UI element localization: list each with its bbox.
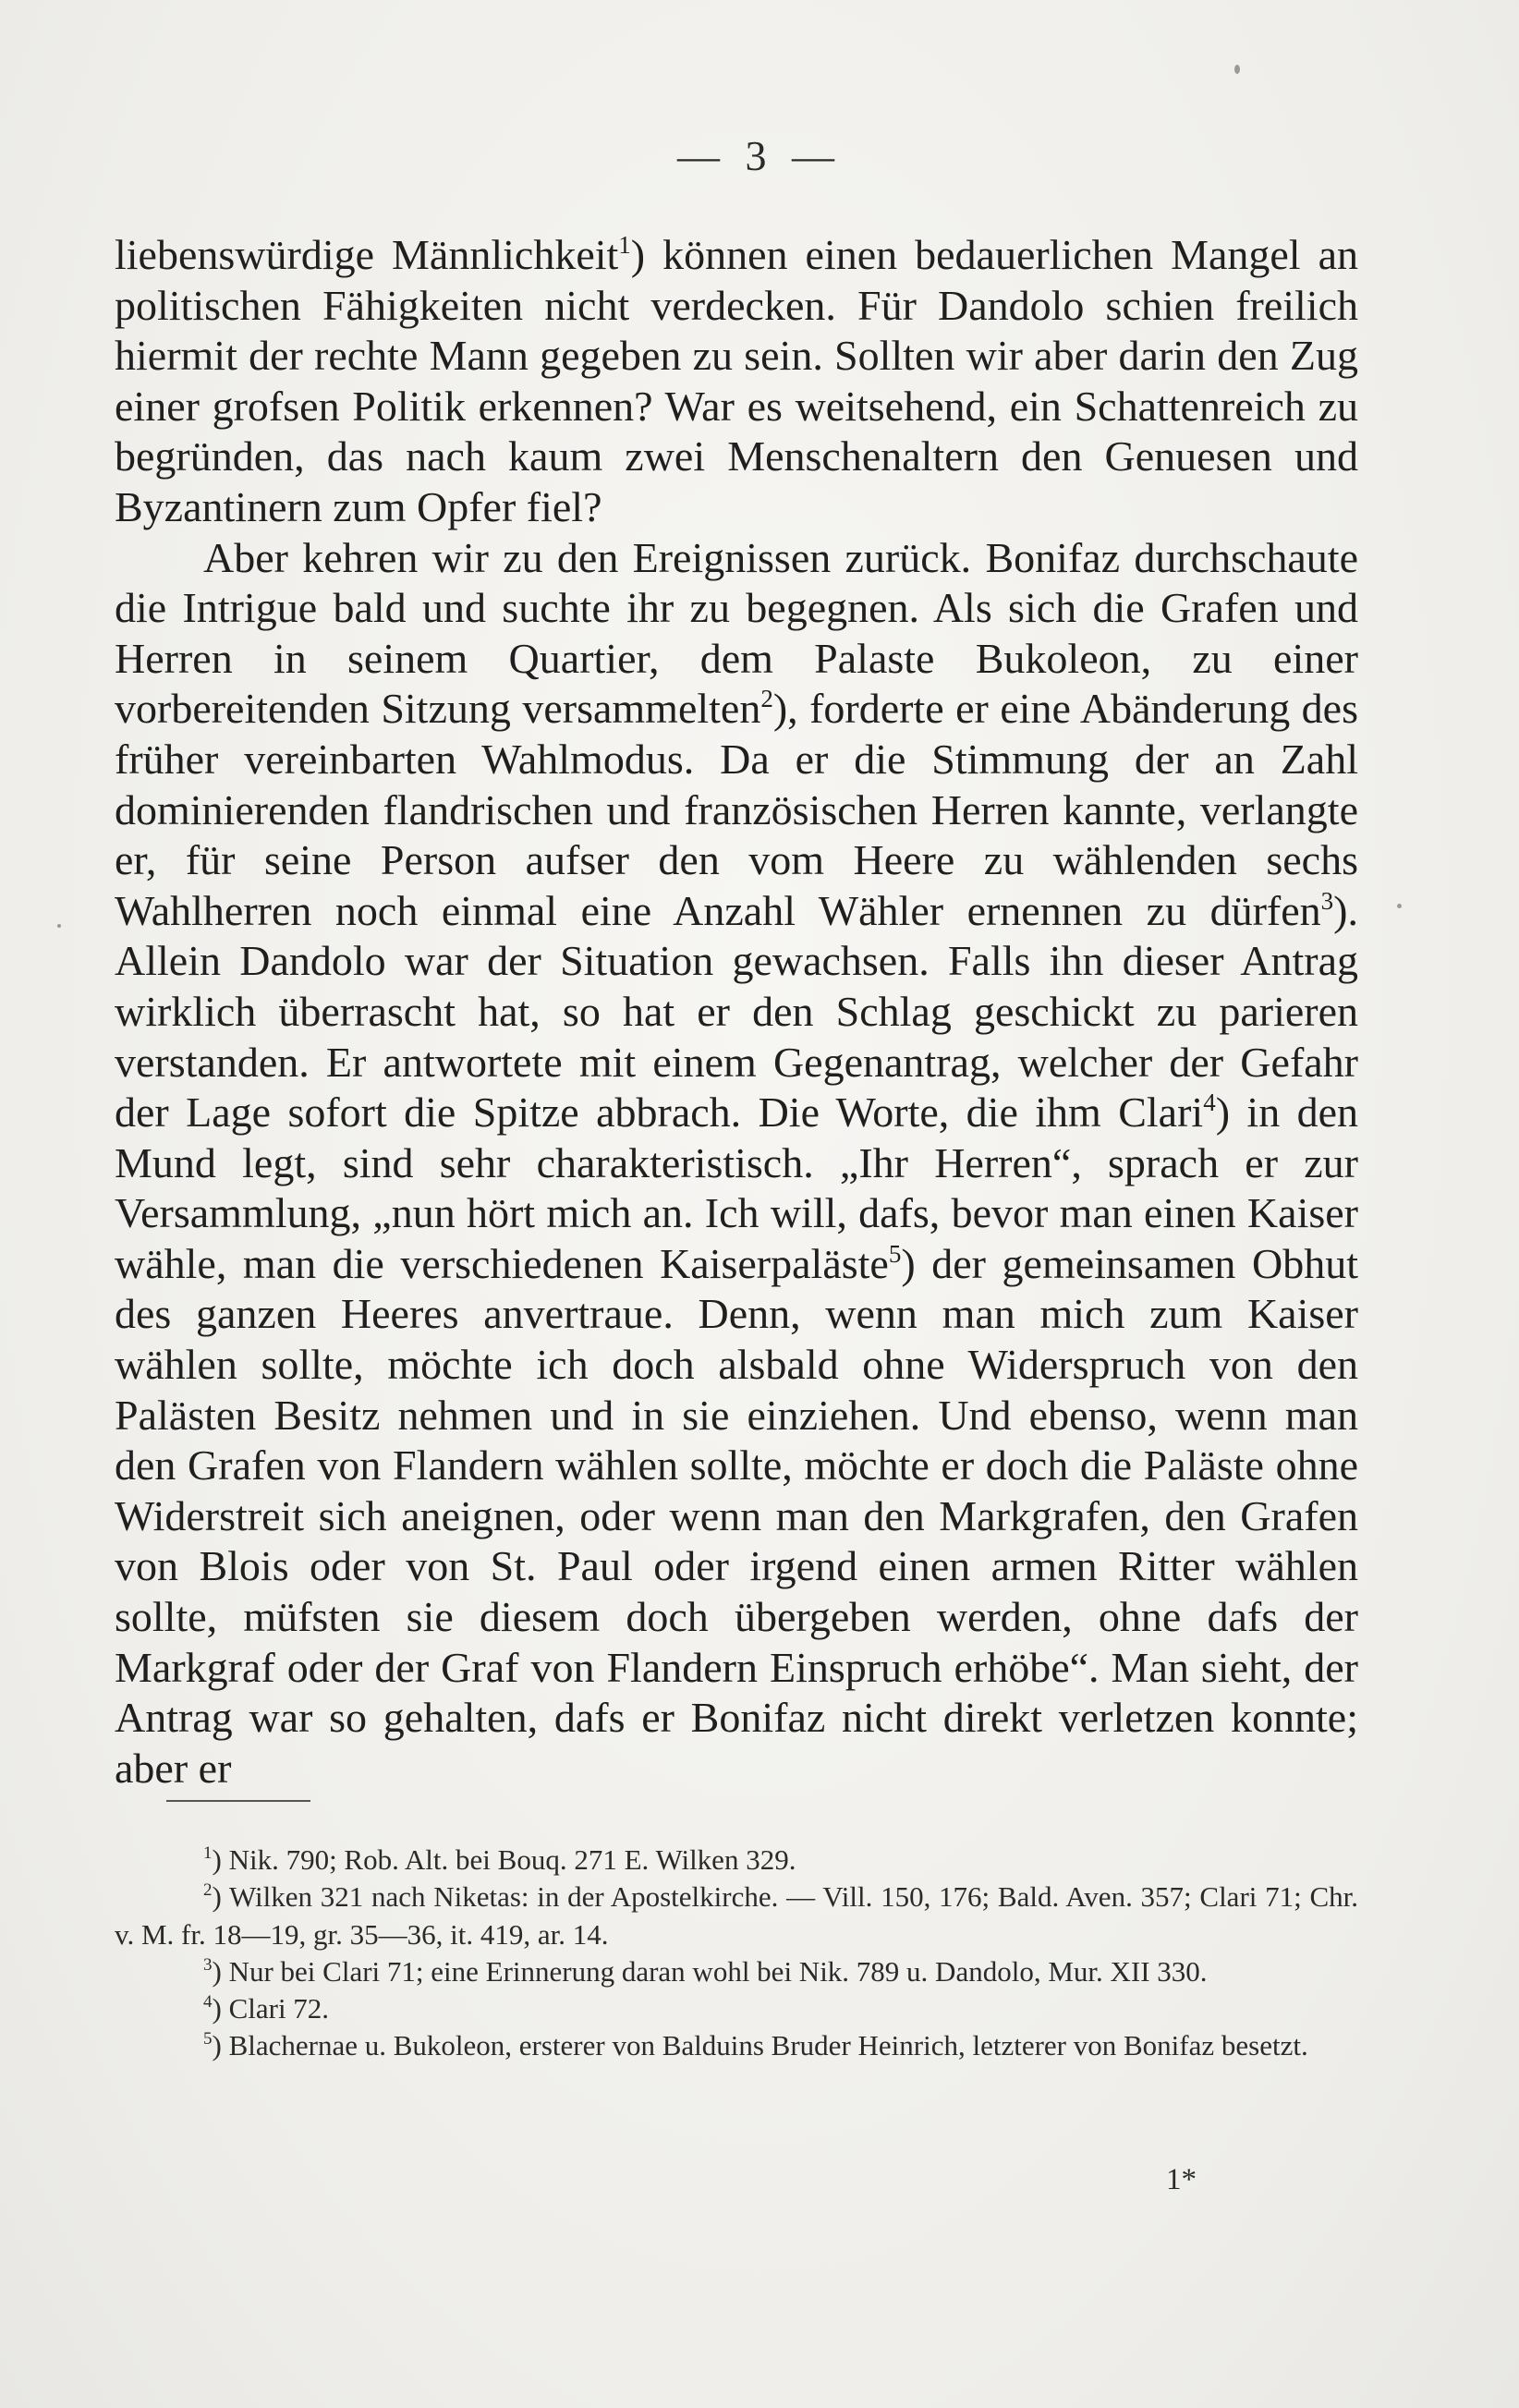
footnote-text: ) Nur bei Clari 71; eine Erinnerung daran wohl bei Nik. 789 u. Dandolo, Mur. XII 330. [212,1954,1208,1988]
footnote-mark: 4 [203,1992,213,2013]
footnote-text: ) Clari 72. [212,1992,330,2025]
text-run: ) in den Mund legt, sind sehr charakteristisch. „Ihr Herren“, sprach er zur Versammlung, „nun hört mich an. Ich will, dafs, bevor man einen Kaiser wähle, man die verschiedenen Kaiserpaläste [115,1088,1358,1287]
footnotes [115,1842,1358,2065]
paper-speck [1397,904,1402,908]
footnote [115,1842,1358,1879]
text-run: liebenswürdige Männlichkeit [115,231,619,278]
signature-mark: 1* [1166,2163,1197,2196]
footnote-text: ) Blachernae u. Bukoleon, ersterer von Balduins Bruder Heinrich, letzterer von Bonifaz besetzt. [212,2029,1308,2062]
paragraph-1 [115,230,1358,533]
footnote-ref: 5 [888,1239,902,1268]
paragraph-2 [115,533,1358,1794]
text-run: ), forderte er eine Abänderung des früher vereinbarten Wahlmodus. Da er die Stimmung der an Zahl dominierenden flandrischen und französischen Herren kannte, verlangte er, für seine Person aufser den vom Heere zu wählenden sechs Wahlherren noch einmal eine Anzahl Wähler ernennen zu dürfen [115,685,1358,934]
footnote [115,2027,1358,2064]
footnote [115,1953,1358,1990]
body-text [115,230,1358,1794]
footnote-divider [166,1800,310,1802]
text-run: Aber kehren wir zu den Ereignissen zurück. Bonifaz durchschaute die Intrigue bald und suchte ihr zu begegnen. Als sich die Grafen und Herren in seinem Quartier, dem Palaste Bukoleon, zu einer vorbereitenden Sitzung versammelten [115,533,1358,733]
footnote [115,1990,1358,2027]
footnote-text: ) Wilken 321 nach Niketas: in der Apostelkirche. — Vill. 150, 176; Bald. Aven. 357; Clari 71; Chr. v. M. fr. 18—19, gr. 35—36, it. 419, ar. 14. [115,1880,1358,1951]
page-number: — 3 — [677,132,842,179]
footnote-mark: 2 [203,1880,213,1901]
text-run: ). Allein Dandolo war der Situation gewachsen. Falls ihn dieser Antrag wirklich überrascht hat, so hat er den Schlag geschickt zu parieren verstanden. Er antwortete mit einem Gegenantrag, welcher der Gefahr der Lage sofort die Spitze abbrach. Die Worte, die ihm Clari [115,886,1358,1137]
footnote-ref: 1 [618,231,631,259]
text-run: ) der gemeinsamen Obhut des ganzen Heeres anvertraue. Denn, wenn man mich zum Kaiser wählen sollte, möchte ich doch alsbald ohne Widerspruch von den Palästen Besitz nehmen und in sie einziehen. Und ebenso, wenn man den Grafen von Flandern wählen sollte, möchte er doch die Paläste ohne Widerstreit sich aneignen, oder wenn man den Markgrafen, den Grafen von Blois oder von St. Paul oder irgend einen armen Ritter wählen sollte, müfsten sie diesem doch übergeben werden, ohne dafs der Markgraf oder der Graf von Flandern Einspruch erhöbe“. Man sieht, der Antrag war so gehalten, dafs er Bonifaz nicht direkt verletzen konnte; aber er [115,1239,1358,1792]
footnote-ref: 2 [760,685,773,713]
footnote-mark: 1 [203,1843,213,1863]
paper-speck [57,924,61,928]
footnote [115,1879,1358,1953]
footnote-ref: 4 [1203,1088,1216,1117]
footnote-mark: 3 [203,1954,213,1975]
paper-speck [1234,65,1240,74]
text-run: ) können einen bedauerlichen Mangel an politischen Fähigkeiten nicht verdecken. Für Dandolo schien freilich hiermit der rechte Mann gegeben zu sein. Sollten wir aber darin den Zug einer grofsen Politik erkennen? War es weitsehend, ein Schattenreich zu begründen, das nach kaum zwei Menschenaltern den Genuesen und Byzantinern zum Opfer fiel? [115,231,1358,530]
footnote-mark: 5 [203,2029,213,2049]
footnote-ref: 3 [1320,886,1334,915]
footnote-text: ) Nik. 790; Rob. Alt. bei Bouq. 271 E. Wilken 329. [212,1843,796,1876]
